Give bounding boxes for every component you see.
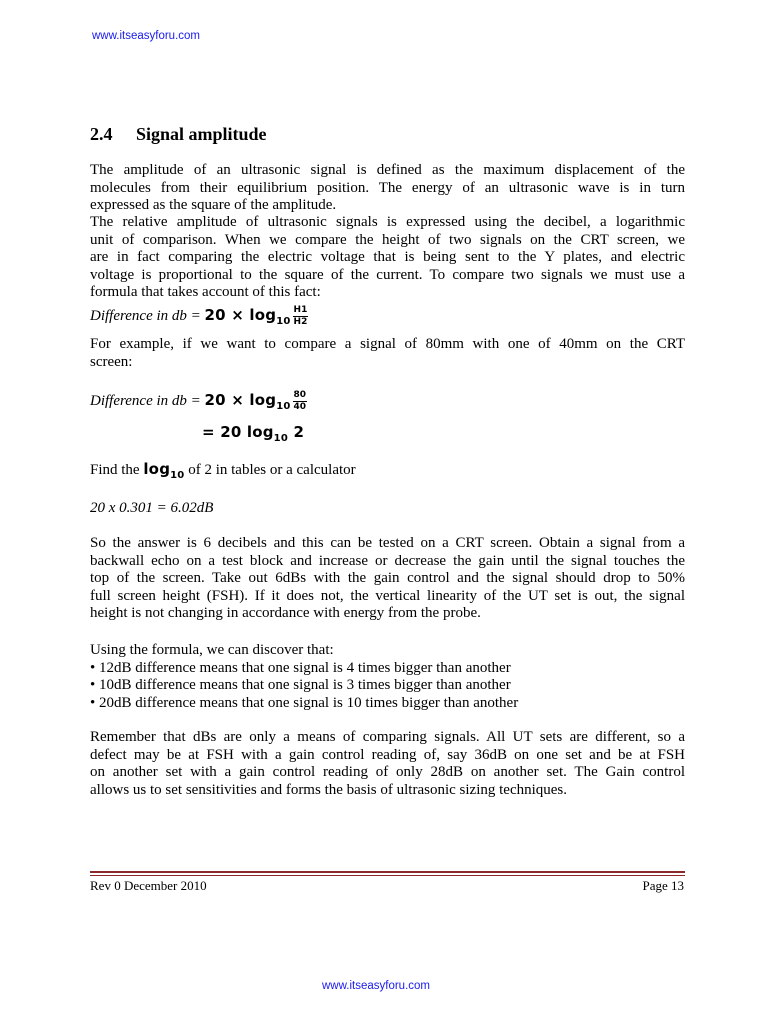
paragraph-amplitude-definition — [90, 162, 685, 215]
text-line: height is not changing in accordance with energy from the probe. — [90, 605, 481, 621]
text-line: For example, if we want to compare a signal of 80mm with one of 40mm on the CRT — [90, 336, 685, 352]
text-line: Remember that dBs are only a means of comparing signals. All UT sets are different, so a — [90, 729, 685, 745]
formula-general — [90, 305, 308, 328]
bullet-item: • 10dB difference means that one signal is 3 times bigger than another — [90, 677, 511, 693]
header-website-link[interactable]: www.itseasyforu.com — [92, 30, 201, 42]
formula-fraction: $\frac{H1}{H2}$ — [293, 305, 308, 327]
text-line: top of the screen. Take out 6dBs with the gain control and the signal should drop to 50% — [90, 570, 685, 586]
text-line: voltage is proportional to the square of the current. To compare two signals we must use a — [90, 266, 685, 283]
text-line: The amplitude of an ultrasonic signal is defined as the maximum displacement of the — [90, 162, 685, 178]
text-line: formula that takes account of this fact: — [90, 284, 321, 300]
formula-expression: $20 \times \log_{10}$ — [204, 305, 291, 327]
footer-page-number: Page 13 — [642, 878, 684, 893]
formula-example — [90, 390, 307, 413]
formula-expression: = 20 $\log_{10} 2$ — [202, 423, 305, 444]
footer-divider — [90, 871, 685, 873]
section-title: Signal amplitude — [136, 124, 267, 144]
text-line: on another set with a gain control reading of only 28dB on another set. The Gain control — [90, 764, 685, 780]
text-line: The relative amplitude of ultrasonic signals is expressed using the decibel, a logarithmic — [90, 214, 685, 230]
paragraph-decibel — [90, 214, 685, 302]
paragraph-example — [90, 336, 685, 371]
bullet-item: • 12dB difference means that one signal is 4 times bigger than another — [90, 659, 511, 676]
formula-fraction: $\frac{80}{40}$ — [293, 390, 307, 412]
text-line: unit of comparison. When we compare the height of two signals on the CRT screen, we — [90, 231, 685, 248]
paragraph-crt-test — [90, 535, 685, 623]
calculation-line: 20 x 0.301 = 6.02dB — [90, 500, 214, 516]
find-log-line: Find the $\log_{10}$ of 2 in tables or a calculator — [90, 460, 356, 481]
text-line: allows us to set sensitivities and forms the basis of ultrasonic sizing techniques. — [90, 781, 568, 798]
text-line: backwall echo on a test block and increase or decrease the gain until the signal touches the — [90, 552, 685, 569]
text-line: Using the formula, we can discover that: — [90, 642, 334, 658]
footer-revision: Rev 0 December 2010 — [90, 878, 207, 893]
formula-label: Difference in db = — [90, 307, 201, 324]
formula-expression: $20 \times \log_{10}$ — [204, 390, 291, 412]
text-line: expressed as the square of the amplitude. — [90, 197, 337, 213]
text-line: defect may be at FSH with a gain control reading of, say 36dB on one set and be at FSH — [90, 746, 685, 763]
log-symbol: $\log_{10}$ — [143, 460, 185, 481]
paragraph-remember — [90, 729, 685, 799]
bullet-item: • 20dB difference means that one signal is 10 times bigger than another — [90, 694, 519, 711]
section-heading — [90, 124, 267, 145]
text-line: are in fact comparing the electric voltage that is being sent to the Y plates, and electric — [90, 249, 685, 265]
text-line: screen: — [90, 353, 133, 370]
paragraph-formula-results — [90, 642, 685, 712]
text-line: full screen height (FSH). If it does not, the vertical linearity of the UT set is out, the signal — [90, 587, 685, 604]
footer-website-link[interactable]: www.itseasyforu.com — [322, 980, 431, 992]
formula-example-step2 — [202, 423, 304, 444]
text-line: molecules from their equilibrium position. The energy of an ultrasonic wave is in turn — [90, 179, 685, 196]
text-line: So the answer is 6 decibels and this can be tested on a CRT screen. Obtain a signal from a — [90, 535, 685, 551]
footer-divider-thin — [90, 875, 685, 876]
section-number: 2.4 — [90, 124, 113, 144]
formula-label: Difference in db = — [90, 392, 201, 409]
